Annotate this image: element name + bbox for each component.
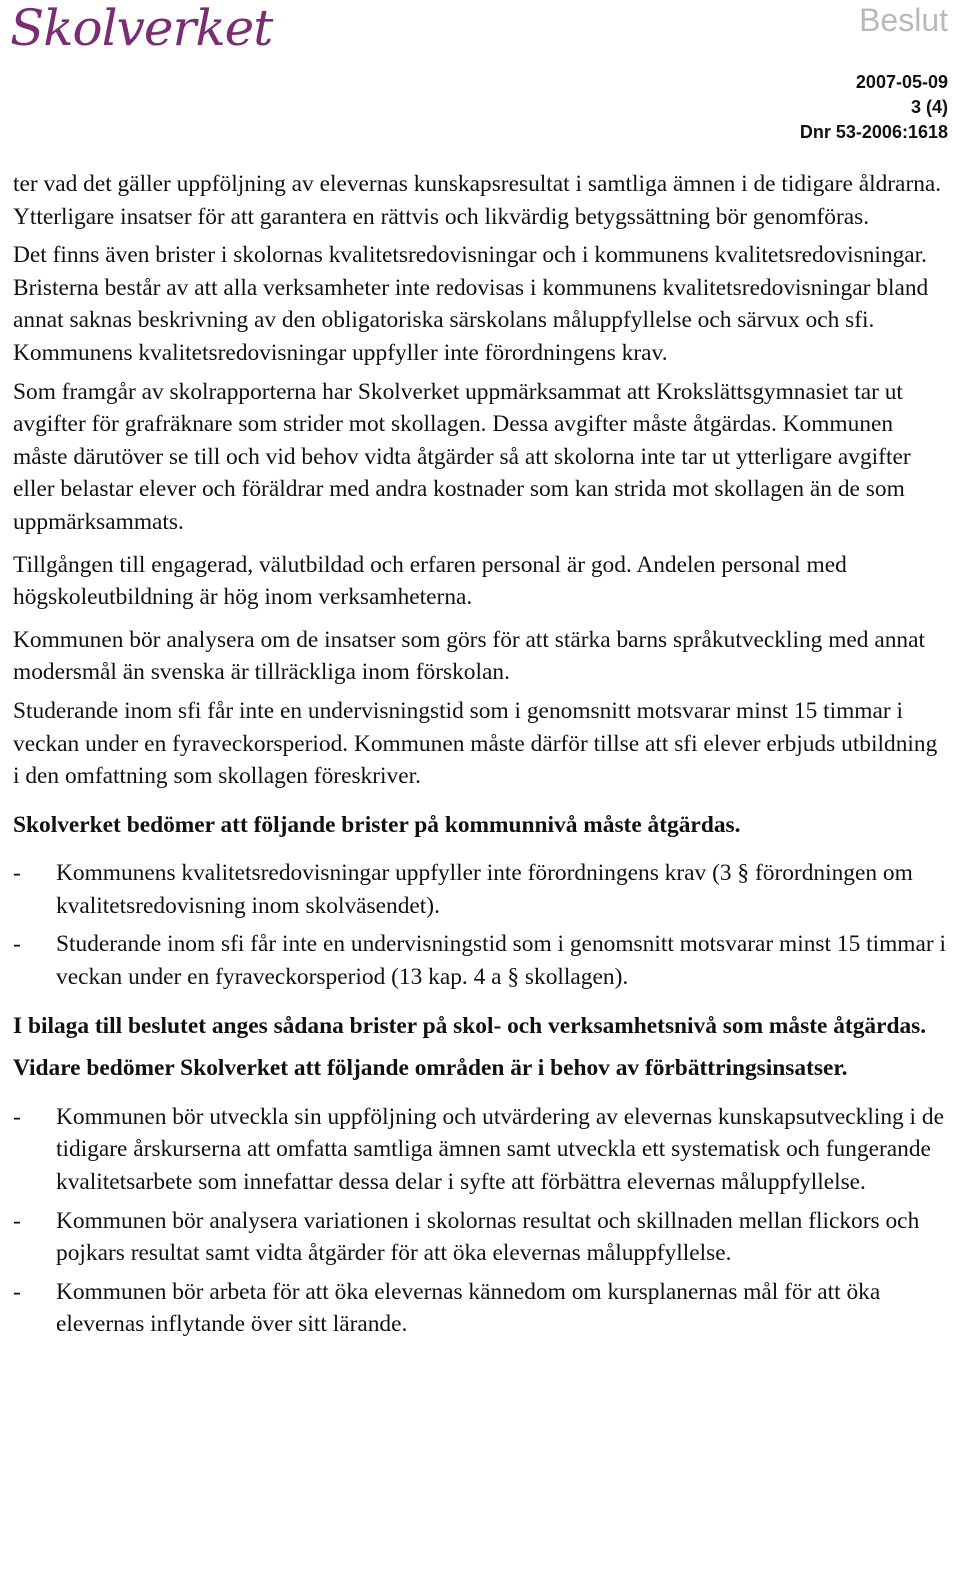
list-item-text: Kommunen bör analysera variationen i skolornas resultat och skillnaden mellan flickors och pojkars resultat samt vidta åtgärder för att öka elevernas måluppfyllelse. xyxy=(56,1207,920,1267)
bullet-marker: - xyxy=(13,931,21,958)
registration-number: Dnr 53-2006:1618 xyxy=(799,122,948,142)
page-number: 3 (4) xyxy=(910,97,948,117)
bullet-marker: - xyxy=(13,1207,21,1234)
section-heading: Vidare bedömer Skolverket att följande områden är i behov av förbättringsinsatser. xyxy=(13,1055,848,1082)
document-body xyxy=(13,168,949,1341)
list-item-text: Studerande inom sfi får inte en undervisningstid som i genomsnitt motsvarar minst 15 timmar i veckan under en fyraveckorsperiod (13 kap. 4 a § skollagen). xyxy=(56,931,947,991)
bullet-marker: - xyxy=(13,1103,21,1130)
skolverket-logo: Skolverket xyxy=(10,0,273,57)
paragraph: ter vad det gäller uppföljning av elevernas kunskapsresultat i samtliga ämnen i de tidigare åldrarna. Ytterligare insatser för att garantera en rättvis och likvärdig betygssättning bör genomföras. xyxy=(13,171,942,230)
list-item-text: Kommunen bör utveckla sin uppföljning och utvärdering av elevernas kunskapsutveckling i de tidigare årskurserna att omfatta samtliga ämnen samt utveckla ett systematisk och fungerande kvalitetsarbete som innefattar dessa delar i syfte att förbättra elevernas måluppfyllelse. xyxy=(56,1103,944,1196)
document-meta xyxy=(800,70,948,145)
list-item xyxy=(13,1101,949,1199)
paragraph: Studerande inom sfi får inte en undervisningstid som i genomsnitt motsvarar minst 15 timmar i veckan under en fyraveckorsperiod. Kommunen måste därför tillse att sfi elever erbjuds utbildning i den omfattning som skollagen föreskriver. xyxy=(13,697,938,790)
paragraph: Det finns även brister i skolornas kvalitetsredovisningar och i kommunens kvalitetsredovisningar. Bristerna består av att alla verksamheter inte redovisas i kommunens kvalitetsredovisningar bland annat saknas beskrivning av den obligatoriska särskolans måluppfyllelse och särvux och sfi. Kommunens kvalitetsredovisningar uppfyller inte förordningens krav. xyxy=(13,242,929,366)
paragraph: Tillgången till engagerad, välutbildad och erfaren personal är god. Andelen personal med högskoleutbildning är hög inom verksamheterna. xyxy=(13,551,847,611)
document-type: Beslut xyxy=(859,2,948,38)
list-item-text: Kommunens kvalitetsredovisningar uppfyller inte förordningens krav (3 § förordningen om kvalitetsredovisning inom skolväsendet). xyxy=(56,860,913,919)
paragraph: Kommunen bör analysera om de insatser som görs för att stärka barns språkutveckling med annat modersmål än svenska är tillräckliga inom förskolan. xyxy=(13,626,925,686)
paragraph: Som framgår av skolrapporterna har Skolverket uppmärksammat att Krokslättsgymnasiet tar ut avgifter för grafräknare som strider mot skollagen. Dessa avgifter måste åtgärdas. Kommunen måste därutöver se till och vid behov vidta åtgärder så att skolorna inte tar ut ytterligare avgifter eller belastar elever och föräldrar med andra kostnader som kan strida mot skollagen än de som uppmärksammats. xyxy=(13,378,911,535)
section-heading: Skolverket bedömer att följande brister på kommunnivå måste åtgärdas. xyxy=(13,811,741,838)
list-item xyxy=(13,1205,949,1270)
list-item xyxy=(13,1276,949,1341)
list-item-text: Kommunen bör arbeta för att öka elevernas kännedom om kursplanernas mål för att öka elevernas inflytande över sitt lärande. xyxy=(56,1278,881,1338)
document-date: 2007-05-09 xyxy=(855,72,948,92)
bullet-marker: - xyxy=(13,1278,21,1305)
list-item xyxy=(13,857,949,922)
section-heading: I bilaga till beslutet anges sådana brister på skol- och verksamhetsnivå som måste åtgärdas. xyxy=(13,1012,927,1039)
list-item xyxy=(13,928,949,993)
bullet-marker: - xyxy=(13,860,21,887)
